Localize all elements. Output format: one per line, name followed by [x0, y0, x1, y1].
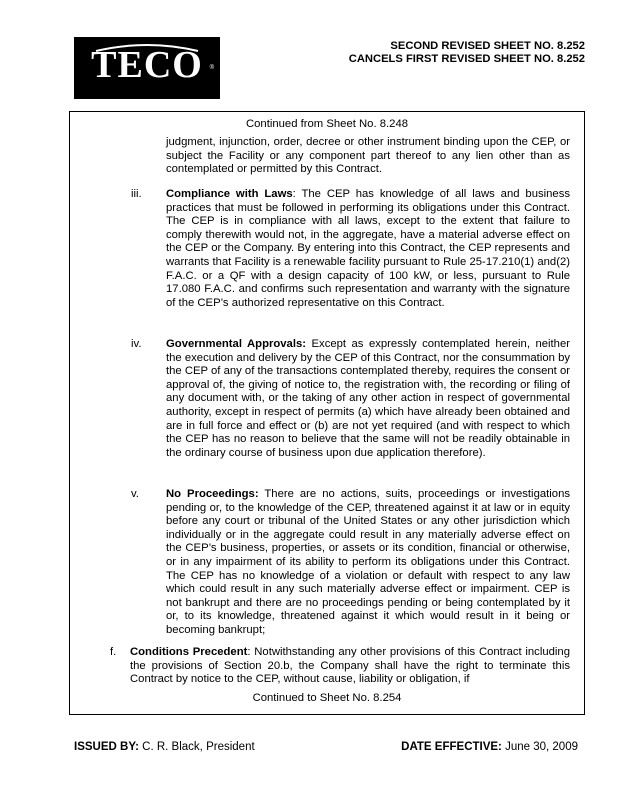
- item-number-iv: iv.: [131, 338, 142, 350]
- item-iii-paragraph: Compliance with Laws: The CEP has knowledge of all laws and business practices that must be followed in performing its obligations under this Contract. The CEP is in compliance with all laws, except to the extent that failure to comply therewith would not, in the aggregate, have a material adverse effect on the CEP or the Company. By entering into this Contract, the CEP represents and warrants that Facility is a renewable facility pursuant to Rule 25-17.210(1) and(2) F.A.C. or a QF with a design capacity of 100 kW, or less, pursuant to Rule 17.080 F.A.C. and confirms such representation and warranty with the signature of the CEP’s authorized representative on this Contract.: [166, 188, 570, 309]
- date-effective: [401, 741, 578, 753]
- item-iv-title: Governmental Approvals:: [166, 338, 307, 350]
- item-v-text: There are no actions, suits, proceedings or investigations pending or, to the knowledge of the CEP, threatened against it at law or in equity before any court or tribunal of the United States or any other jurisdiction which individually or in the aggregate could result in any materially adverse effect on the CEP’s business, properties, or assets or its condition, financial or otherwise, or in any impairment of its ability to perform its obligations under this Contract. The CEP has no knowledge of a violation or default with respect to any law which could result in any such materially adverse effect or impairment. CEP is not bankrupt and there are no proceedings pending or being contemplated by it or, to its knowledge, threatened against it which would result in it being or becoming bankrupt;: [166, 488, 571, 636]
- issued-by-value: C. R. Black, President: [142, 741, 255, 753]
- intro-paragraph: judgment, injunction, order, decree or other instrument binding upon the CEP, or subject the Facility or any component part thereof to any lien other than as contemplated or permitted by this Contract.: [166, 136, 570, 176]
- section-f-number: f.: [110, 646, 117, 658]
- sheet-line-1: SECOND REVISED SHEET NO. 8.252: [390, 40, 585, 52]
- sheet-number: [349, 40, 585, 66]
- logo-subtitle: TAMPA ELECTRIC: [94, 89, 200, 100]
- item-iv-paragraph: [166, 338, 570, 460]
- item-v-paragraph: [166, 488, 570, 638]
- section-f-paragraph: Conditions Precedent: Notwithstanding any other provisions of this Contract including the provisions of Section 20.b, the Company shall have the right to terminate this Contract by notice to the CEP, without cause, liability or obligation, if: [130, 646, 570, 686]
- sheet-line-2: CANCELS FIRST REVISED SHEET NO. 8.252: [348, 53, 585, 65]
- item-v-title: No Proceedings:: [166, 488, 259, 500]
- item-iii-text: The CEP has knowledge of all laws and business practices that must be followed in performing its obligations under this Contract. The CEP is in compliance with all laws, except to the extent that failure to comply therewith would not, in the aggregate, have a material adverse effect on the CEP or the Company. By entering into this Contract, the CEP represents and warrants that Facility is a renewable facility pursuant to Rule 25-17.210(1) and(2) F.A.C. or a QF with a design capacity of 100 kW, or less, pursuant to Rule 17.080 F.A.C. and confirms such representation and warranty with the signature of the CEP’s authorized representative on this Contract.: [166, 188, 570, 309]
- section-f-text: Notwithstanding any other provisions of this Contract including the provisions of Section 20.b, the Company shall have the right to terminate this Contract by notice to the CEP, without cause, liability or obligation, if: [130, 646, 570, 686]
- date-effective-value: June 30, 2009: [505, 741, 578, 753]
- issued-by-label: ISSUED BY:: [74, 741, 139, 753]
- item-number-v: v.: [131, 488, 139, 500]
- item-iv-text: Except as expressly contemplated herein, neither the execution and delivery by the CEP of this Contract, nor the consummation by the CEP of any of the transactions contemplated thereby, requires the consent or approval of, the giving of notice to, the registration with, the recording or filing of any document with, or the taking of any other action in respect of governmental authority, except in respect of permits (a) which have already been obtained and are in full force and effect or (b) are not yet required (and with respect to which the CEP has no reason to believe that the same will not be readily obtainable in the ordinary course of business upon due application therefore).: [166, 338, 570, 459]
- continued-to: Continued to Sheet No. 8.254: [252, 692, 402, 704]
- section-f-title: Conditions Precedent: [130, 646, 248, 658]
- logo-mark: TECO: [91, 44, 203, 86]
- content-frame: [69, 111, 585, 715]
- issued-by: [74, 741, 255, 753]
- item-iii-title: Compliance with Laws: [166, 188, 293, 200]
- item-number-iii: iii.: [131, 188, 142, 200]
- date-effective-label: DATE EFFECTIVE:: [401, 741, 502, 753]
- continued-from: Continued from Sheet No. 8.248: [245, 118, 409, 130]
- trademark-symbol: ®: [209, 65, 214, 71]
